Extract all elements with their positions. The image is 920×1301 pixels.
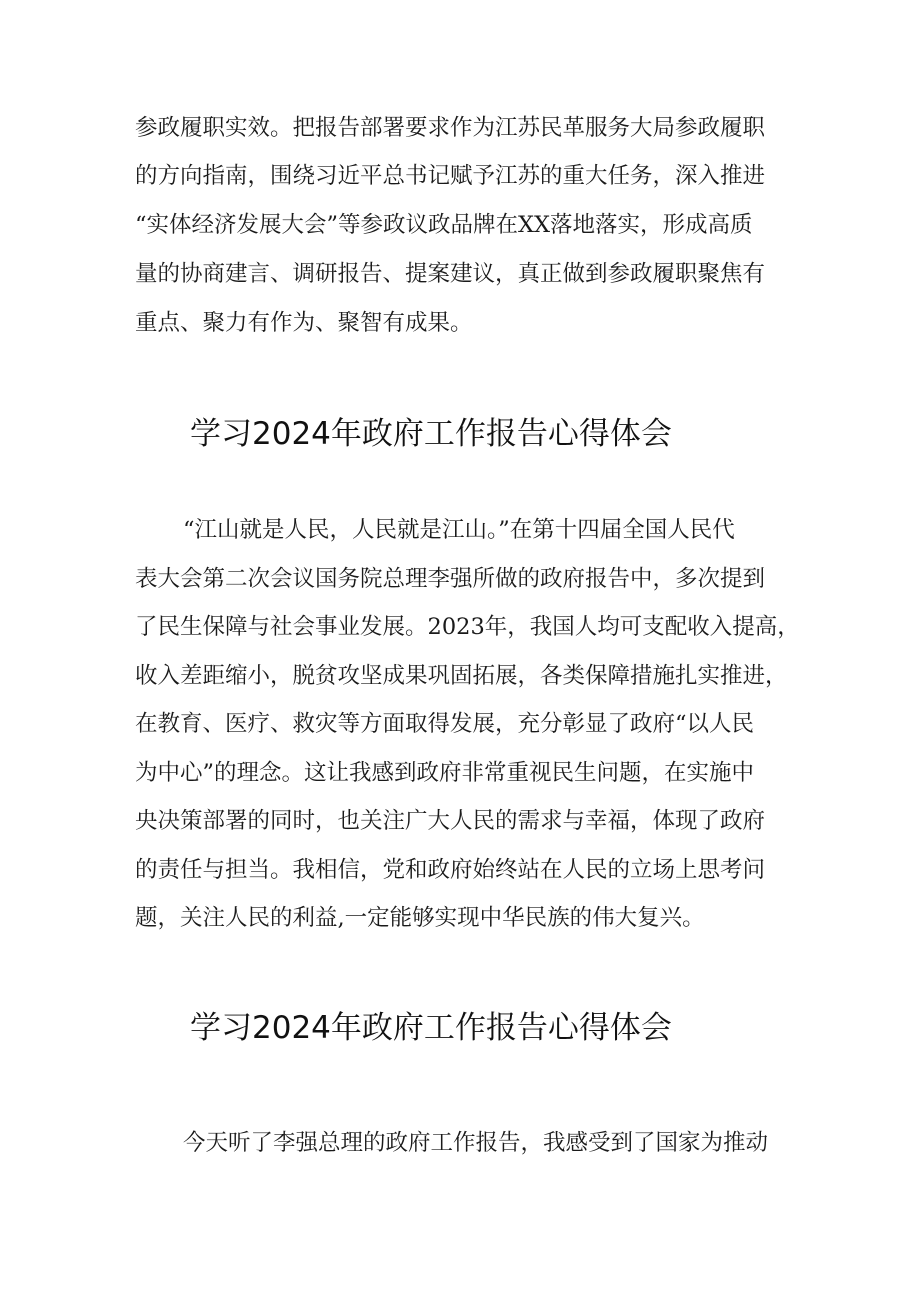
text-line: 的责任与担当。我相信，党和政府始终站在人民的立场上思考问 xyxy=(135,857,766,883)
text-line: 今天听了李强总理的政府工作报告，我感受到了国家为推动 xyxy=(183,1130,769,1156)
text-line: 量的协商建言、调研报告、提案建议，真正做到参政履职聚焦有 xyxy=(135,261,766,287)
section-heading: 学习2024年政府工作报告心得体会 xyxy=(190,416,672,452)
text-line: “江山就是人民，人民就是江山。”在第十四届全国人民代 xyxy=(183,517,735,543)
text-line: 参政履职实效。把报告部署要求作为江苏民革服务大局参政履职 xyxy=(135,115,766,141)
text-line: “实体经济发展大会”等参政议政品牌在XX落地落实，形成高质 xyxy=(135,212,753,238)
section-heading: 学习2024年政府工作报告心得体会 xyxy=(190,1010,672,1046)
text-line: 为中心”的理念。这让我感到政府非常重视民生问题，在实施中 xyxy=(135,760,755,786)
text-line: 的方向指南，围绕习近平总书记赋予江苏的重大任务，深入推进 xyxy=(135,163,766,189)
text-line: 在教育、医疗、救灾等方面取得发展，充分彰显了政府“以人民 xyxy=(135,711,755,737)
text-line: 收入差距缩小，脱贫攻坚成果巩固拓展，各类保障措施扎实推进， xyxy=(135,663,788,689)
text-line: 了民生保障与社会事业发展。2023年，我国人均可支配收入提高， xyxy=(135,614,800,640)
text-line: 央决策部署的同时，也关注广大人民的需求与幸福，体现了政府 xyxy=(135,808,766,834)
text-line: 题，关注人民的利益,一定能够实现中华民族的伟大复兴。 xyxy=(135,905,705,931)
text-line: 重点、聚力有作为、聚智有成果。 xyxy=(135,310,473,336)
text-line: 表大会第二次会议国务院总理李强所做的政府报告中，多次提到 xyxy=(135,566,766,592)
